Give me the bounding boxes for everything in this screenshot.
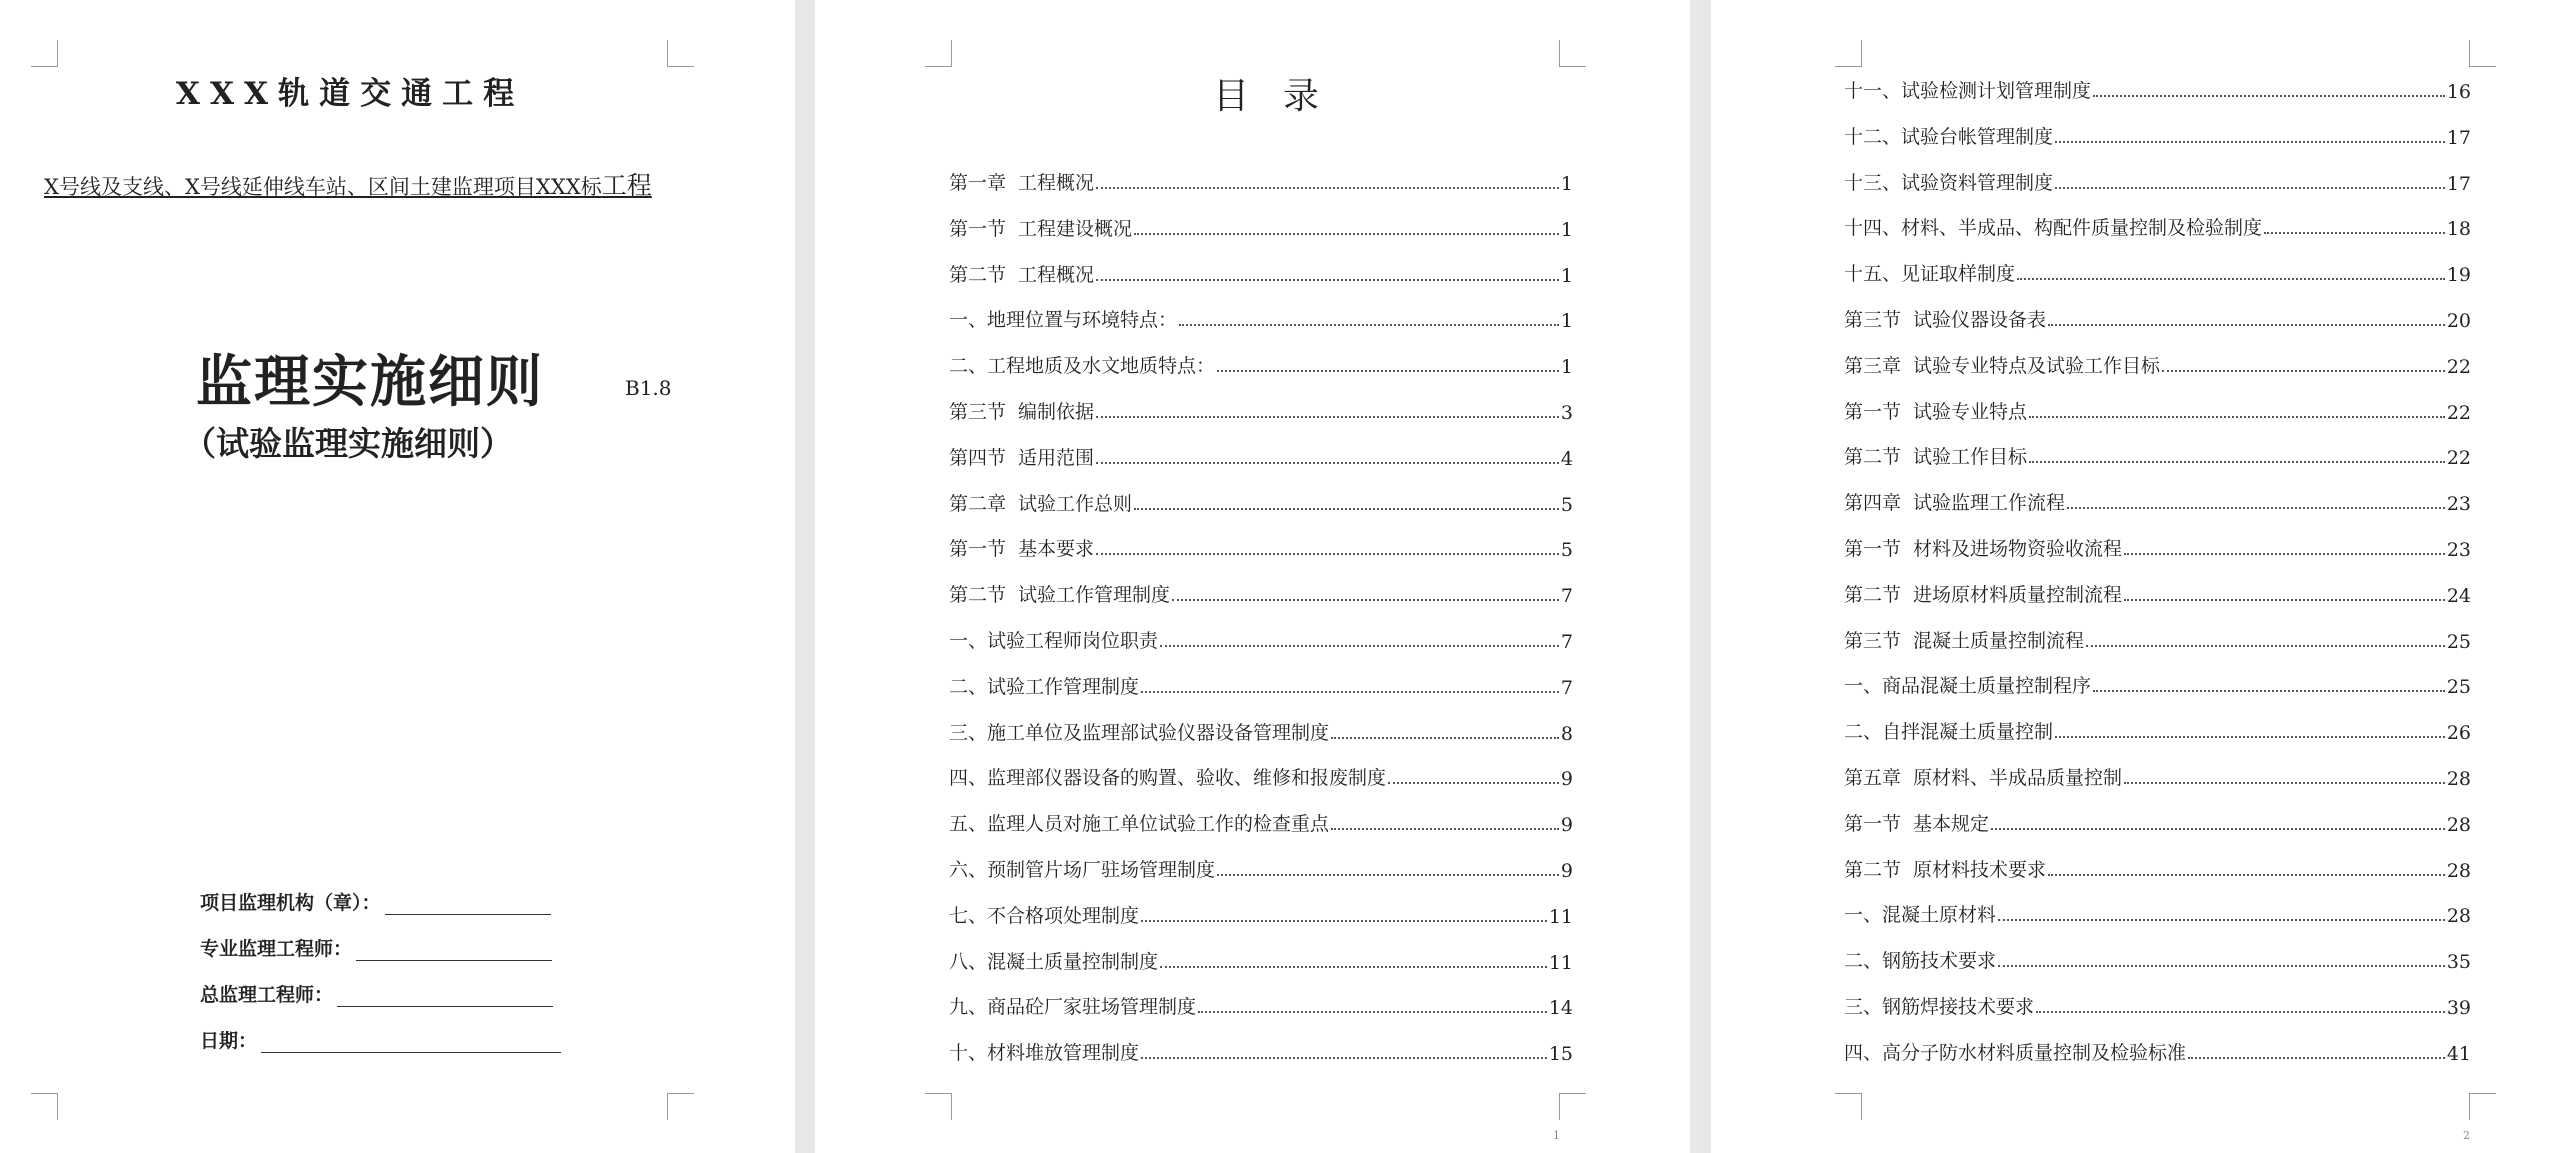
crop-mark: [667, 1093, 694, 1120]
toc-entry-page: 9: [1560, 814, 1573, 837]
toc-leader-dots: [1998, 965, 2445, 967]
crop-mark: [667, 40, 694, 67]
toc-entry-label: 二、钢筋技术要求: [1844, 950, 1997, 973]
toc-leader-dots: [2086, 645, 2445, 647]
toc-leader-dots: [1096, 279, 1559, 281]
toc-entry-page: 35: [2446, 951, 2471, 974]
cover-title: XXX轨道交通工程: [175, 76, 525, 112]
toc-leader-dots: [1134, 508, 1559, 510]
toc-leader-dots: [2093, 690, 2445, 692]
toc-entry-label: 第三节 混凝土质量控制流程: [1844, 629, 2085, 652]
cover-page: [0, 0, 795, 1153]
toc-leader-dots: [1172, 599, 1559, 601]
toc-leader-dots: [1134, 233, 1559, 235]
page-number: 1: [1553, 1129, 1560, 1142]
toc-entry-label: 五、监理人员对施工单位试验工作的检查重点: [949, 813, 1330, 836]
toc-leader-dots: [2188, 1057, 2445, 1059]
toc-leader-dots: [1141, 1057, 1547, 1059]
toc-leader-dots: [1217, 370, 1559, 372]
toc-entry[interactable]: [1844, 806, 2471, 836]
toc-entry[interactable]: [949, 440, 1573, 470]
toc-entry[interactable]: [949, 1035, 1573, 1065]
toc-entry[interactable]: [949, 806, 1573, 836]
toc-entry-label: 第二节 工程概况: [949, 263, 1095, 286]
toc-entry-page: 24: [2446, 584, 2471, 607]
toc-entry[interactable]: [949, 760, 1573, 790]
toc-entry[interactable]: [949, 257, 1573, 287]
toc-entry-page: 5: [1560, 493, 1573, 516]
signature-line: [261, 1032, 561, 1053]
toc-entry-page: 20: [2446, 310, 2471, 332]
toc-entry-page: 11: [1548, 905, 1573, 928]
toc-entry-label: 十一、试验检测计划管理制度: [1844, 80, 2092, 102]
toc-entry-label: 四、监理部仪器设备的购置、验收、维修和报废制度: [949, 767, 1387, 790]
toc-leader-dots: [1096, 416, 1559, 418]
toc-entry[interactable]: [1844, 852, 2471, 882]
toc-entry[interactable]: [1844, 210, 2471, 240]
cover-project-name: [44, 166, 652, 202]
toc-entry[interactable]: [949, 669, 1573, 699]
toc-entry-label: 第五章 原材料、半成品质量控制: [1844, 767, 2123, 789]
toc-leader-dots: [1217, 874, 1559, 876]
toc-entry-page: 28: [2446, 905, 2471, 928]
signature-row-chief: [200, 980, 553, 1007]
toc-leader-dots: [2162, 370, 2445, 372]
toc-leader-dots: [2124, 599, 2445, 601]
toc-entry-label: 第一节 基本规定: [1844, 812, 1990, 835]
toc-entry-page: 5: [1560, 539, 1573, 562]
toc-entry-page: 28: [2446, 813, 2471, 836]
toc-entry-label: 第三节 编制依据: [949, 401, 1095, 423]
signature-label: 项目监理机构（章）：: [200, 892, 381, 914]
toc-entry-label: 第三章 试验专业特点及试验工作目标: [1844, 354, 2161, 377]
toc-entry[interactable]: [1844, 73, 2471, 103]
toc-entry-label: 第一节 基本要求: [949, 538, 1095, 561]
signature-label: 总监理工程师：: [200, 984, 334, 1006]
toc-entry-label: 第二节 试验工作管理制度: [949, 584, 1171, 607]
toc-entry-page: 17: [2446, 172, 2471, 195]
crop-mark: [31, 1093, 58, 1120]
toc-entry-page: 22: [2446, 447, 2471, 470]
toc-entry[interactable]: [1844, 668, 2471, 698]
toc-leader-dots: [1198, 1011, 1547, 1013]
crop-mark: [2469, 40, 2496, 67]
toc-entry-label: 九、商品砼厂家驻场管理制度: [949, 996, 1197, 1019]
toc-leader-dots: [2029, 461, 2445, 463]
toc-title: 目录: [1212, 76, 1353, 117]
toc-entry-page: 14: [1548, 997, 1573, 1020]
toc-entry[interactable]: [1844, 897, 2471, 927]
toc-entry-page: 19: [2446, 264, 2471, 287]
toc-leader-dots: [1331, 828, 1559, 830]
toc-entry-label: 二、工程地质及水文地质特点：: [949, 355, 1216, 378]
toc-leader-dots: [1160, 645, 1559, 647]
toc-entry-page: 22: [2446, 401, 2471, 424]
signature-row-agency: [200, 888, 551, 915]
toc-entry-page: 17: [2446, 126, 2471, 149]
signature-label: 专业监理工程师：: [200, 938, 353, 960]
toc-entry-page: 22: [2446, 355, 2471, 378]
toc-entry-page: 3: [1560, 402, 1573, 424]
toc-leader-dots: [1096, 553, 1559, 555]
toc-entry-label: 第三节 试验仪器设备表: [1844, 309, 2047, 331]
toc-entry-label: 第四节 适用范围: [949, 446, 1095, 469]
toc-entry-label: 十二、试验台帐管理制度: [1844, 125, 2054, 148]
toc-entry-label: 三、施工单位及监理部试验仪器设备管理制度: [949, 721, 1330, 744]
toc-entry-label: 七、不合格项处理制度: [949, 904, 1140, 927]
toc-entry[interactable]: [1844, 394, 2471, 424]
toc-entry[interactable]: [949, 715, 1573, 745]
toc-leader-dots: [2055, 736, 2445, 738]
cover-project-text: X号线及支线、X号线延伸线车站、区间土建监理项目XXX标: [44, 175, 602, 199]
page-number: 2: [2463, 1129, 2470, 1142]
toc-entry[interactable]: [949, 531, 1573, 561]
toc-leader-dots: [2264, 232, 2445, 234]
toc-entry-label: 四、高分子防水材料质量控制及检验标准: [1844, 1041, 2187, 1064]
toc-entry[interactable]: [1844, 714, 2471, 744]
toc-entry[interactable]: [1844, 165, 2471, 195]
toc-leader-dots: [1998, 919, 2445, 921]
toc-entry-page: 9: [1560, 768, 1573, 791]
toc-page-1: [815, 0, 1690, 1153]
toc-entry[interactable]: [949, 852, 1573, 882]
toc-entry-page: 39: [2446, 997, 2471, 1019]
toc-entry-page: 11: [1548, 951, 1573, 974]
toc-leader-dots: [2036, 1011, 2445, 1013]
toc-entry-page: 18: [2446, 218, 2471, 241]
toc-entry-label: 第一节 材料及进场物资验收流程: [1844, 538, 2123, 560]
toc-leader-dots: [2055, 141, 2445, 143]
toc-entry[interactable]: [1844, 439, 2471, 469]
toc-entry-page: 28: [2446, 859, 2471, 882]
toc-entry[interactable]: [949, 623, 1573, 653]
toc-leader-dots: [2124, 553, 2445, 555]
crop-mark: [31, 40, 58, 67]
toc-leader-dots: [1096, 187, 1559, 189]
toc-leader-dots: [1160, 966, 1547, 968]
toc-leader-dots: [2067, 507, 2445, 509]
toc-entry[interactable]: [949, 211, 1573, 241]
toc-entry-label: 十五、见证取样制度: [1844, 263, 2016, 286]
toc-entry[interactable]: [1844, 302, 2471, 332]
toc-leader-dots: [1388, 782, 1559, 784]
toc-entry-label: 二、自拌混凝土质量控制: [1844, 721, 2054, 744]
toc-entry[interactable]: [1844, 989, 2471, 1019]
toc-entry-page: 8: [1560, 722, 1573, 745]
cover-project-tail: 工程: [601, 171, 652, 200]
toc-entry-page: 4: [1560, 447, 1573, 470]
toc-leader-dots: [1141, 920, 1547, 922]
crop-mark: [925, 40, 952, 67]
toc-entry-page: 1: [1560, 218, 1573, 241]
toc-entry[interactable]: [1844, 943, 2471, 973]
toc-entry-page: 1: [1560, 264, 1573, 287]
toc-entry-page: 7: [1560, 676, 1573, 699]
signature-row-specialist: [200, 934, 552, 961]
toc-entry-page: 25: [2446, 676, 2471, 699]
crop-mark: [1559, 1093, 1586, 1120]
toc-entry-page: 1: [1560, 356, 1573, 379]
toc-entry[interactable]: [949, 302, 1573, 332]
crop-mark: [1835, 1093, 1862, 1120]
toc-entry[interactable]: [1844, 485, 2471, 515]
toc-entry-label: 第二节 进场原材料质量控制流程: [1844, 583, 2123, 606]
toc-entry[interactable]: [949, 944, 1573, 974]
toc-entry-label: 第一节 试验专业特点: [1844, 400, 2028, 423]
toc-entry[interactable]: [1844, 1035, 2471, 1065]
toc-entry-page: 7: [1560, 631, 1573, 653]
toc-leader-dots: [2124, 782, 2445, 784]
toc-entry-page: 26: [2446, 722, 2471, 745]
toc-entry[interactable]: [1844, 623, 2471, 653]
toc-entry-label: 一、商品混凝土质量控制程序: [1844, 675, 2092, 698]
toc-entry-label: 十、材料堆放管理制度: [949, 1042, 1140, 1065]
cover-subtitle: （试验监理实施细则）: [183, 424, 513, 463]
toc-leader-dots: [1096, 462, 1559, 464]
toc-entry[interactable]: [949, 165, 1573, 195]
toc-entry[interactable]: [1844, 256, 2471, 286]
toc-page-2: [1711, 0, 2563, 1153]
toc-leader-dots: [2017, 278, 2445, 280]
crop-mark: [925, 1093, 952, 1120]
toc-entry-label: 三、钢筋焊接技术要求: [1844, 996, 2035, 1018]
toc-entry-label: 一、地理位置与环境特点：: [949, 309, 1178, 332]
toc-entry[interactable]: [949, 898, 1573, 928]
toc-entry-label: 第二节 原材料技术要求: [1844, 858, 2047, 881]
toc-leader-dots: [2048, 324, 2445, 326]
toc-leader-dots: [2093, 95, 2445, 97]
toc-entry-label: 十四、材料、半成品、构配件质量控制及检验制度: [1844, 217, 2263, 240]
toc-entry-page: 9: [1560, 860, 1573, 882]
toc-entry[interactable]: [949, 989, 1573, 1019]
toc-leader-dots: [1331, 737, 1559, 739]
toc-entry[interactable]: [1844, 348, 2471, 378]
signature-line: [356, 940, 552, 961]
toc-entry-page: 16: [2446, 81, 2471, 103]
toc-leader-dots: [1991, 828, 2445, 830]
toc-entry[interactable]: [949, 348, 1573, 378]
toc-entry-label: 第一章 工程概况: [949, 172, 1095, 194]
toc-entry-page: 41: [2446, 1042, 2471, 1065]
toc-entry[interactable]: [1844, 760, 2471, 790]
signature-row-date: [200, 1026, 561, 1053]
cover-main-title: 监理实施细则: [196, 350, 544, 415]
signature-line: [385, 894, 551, 915]
toc-entry-label: 第一节 工程建设概况: [949, 217, 1133, 240]
toc-entry-label: 第二节 试验工作目标: [1844, 446, 2028, 469]
toc-leader-dots: [1141, 691, 1559, 693]
toc-entry-label: 第四章 试验监理工作流程: [1844, 492, 2066, 515]
toc-entry-label: 第二章 试验工作总则: [949, 492, 1133, 515]
toc-leader-dots: [2055, 187, 2445, 189]
toc-entry-page: 23: [2446, 493, 2471, 516]
toc-entry[interactable]: [949, 486, 1573, 516]
toc-entry-page: 25: [2446, 630, 2471, 653]
toc-entry[interactable]: [1844, 531, 2471, 561]
toc-entry-label: 二、试验工作管理制度: [949, 675, 1140, 698]
toc-entry[interactable]: [1844, 577, 2471, 607]
crop-mark: [1559, 40, 1586, 67]
crop-mark: [2469, 1093, 2496, 1120]
toc-entry-page: 15: [1548, 1043, 1573, 1066]
toc-entry-page: 7: [1560, 585, 1573, 608]
toc-entry[interactable]: [1844, 119, 2471, 149]
signature-line: [337, 986, 553, 1007]
document-code: B1.8: [625, 376, 672, 400]
toc-entry-label: 一、试验工程师岗位职责: [949, 630, 1159, 652]
toc-leader-dots: [1179, 324, 1559, 326]
toc-entry-label: 八、混凝土质量控制制度: [949, 950, 1159, 973]
crop-mark: [1835, 40, 1862, 67]
toc-entry-page: 1: [1560, 310, 1573, 333]
signature-label: 日期：: [200, 1030, 258, 1052]
toc-leader-dots: [2029, 416, 2445, 418]
toc-entry-label: 十三、试验资料管理制度: [1844, 171, 2054, 194]
toc-entry-label: 六、预制管片场厂驻场管理制度: [949, 859, 1216, 881]
toc-entry-page: 1: [1560, 173, 1573, 195]
toc-leader-dots: [2048, 874, 2445, 876]
toc-entry-label: 一、混凝土原材料: [1844, 904, 1997, 927]
toc-entry-page: 28: [2446, 768, 2471, 790]
toc-entry[interactable]: [949, 577, 1573, 607]
toc-entry-page: 23: [2446, 539, 2471, 561]
toc-entry[interactable]: [949, 394, 1573, 424]
